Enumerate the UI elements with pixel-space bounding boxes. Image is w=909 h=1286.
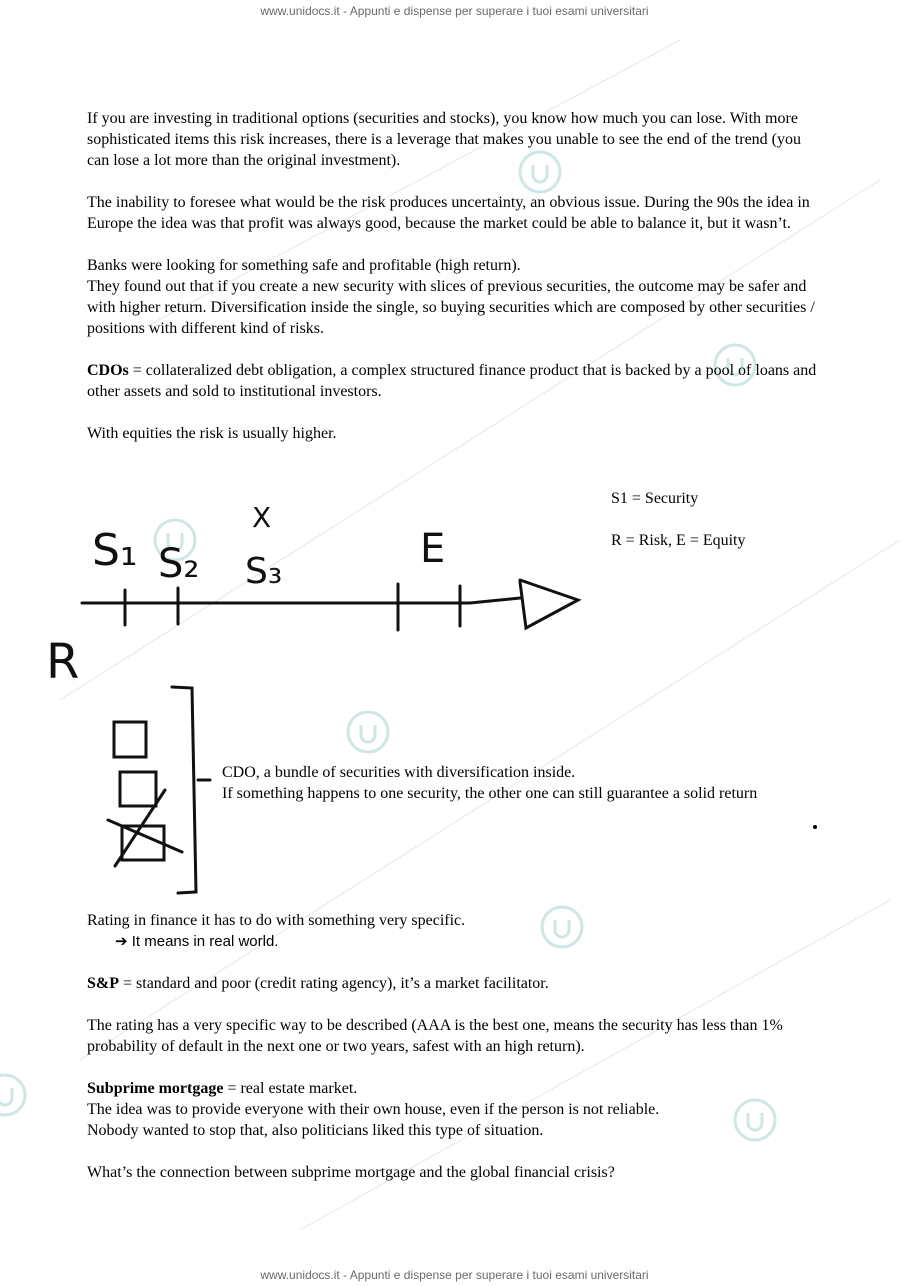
- paragraph: Rating in finance it has to do with something very specific.: [87, 912, 466, 929]
- legend-risk-equity: R = Risk, E = Equity: [611, 532, 746, 549]
- paragraph: Nobody wanted to stop that, also politicians liked this type of situation.: [87, 1122, 544, 1139]
- bundle-bracket: [172, 687, 196, 893]
- paragraph-subprime: [87, 1078, 827, 1099]
- label-s1: S₁: [92, 525, 138, 576]
- paragraph: With equities the risk is usually higher.: [87, 425, 337, 442]
- watermark-footer: www.unidocs.it - Appunti e dispense per superare i tuoi esami universitari: [260, 1268, 649, 1282]
- label-s2: S₂: [158, 541, 200, 587]
- sketch-legend: [611, 488, 746, 572]
- definition-cdos: = collateralized debt obligation, a complex structured finance product that is backed by a pool of loans and other assets and sold to institutional investors.: [87, 362, 817, 400]
- paragraph-sp: [87, 973, 827, 994]
- definition-sp: = standard and poor (credit rating agency), it’s a market facilitator.: [119, 975, 549, 992]
- security-box: [114, 722, 146, 757]
- watermark-header: www.unidocs.it - Appunti e dispense per superare i tuoi esami universitari: [260, 4, 649, 18]
- definition-subprime: = real estate market.: [223, 1080, 358, 1097]
- paragraph: Banks were looking for something safe and profitable (high return).: [87, 257, 521, 274]
- text-section-bottom: [87, 910, 827, 1183]
- term-sp: S&P: [87, 975, 119, 992]
- label-x: X: [252, 501, 272, 534]
- cdo-line: If something happens to one security, the other one can still guarantee a solid return: [222, 785, 758, 802]
- cdo-line: CDO, a bundle of securities with diversification inside.: [222, 764, 576, 781]
- label-r: R: [46, 634, 80, 690]
- risk-axis-line: [82, 598, 520, 603]
- stray-dot: [813, 825, 817, 829]
- arrow-head-icon: [520, 580, 578, 628]
- paragraph: The inability to foresee what would be the risk produces uncertainty, an obvious issue. During the 90s the idea in Europe the idea was that profit was always good, because the market could be able to balance it, but it wasn’t.: [87, 194, 810, 232]
- arrow-bullet: ➔ It means in real world.: [115, 933, 279, 950]
- paragraph-question: What’s the connection between subprime mortgage and the global financial crisis?: [87, 1164, 615, 1181]
- term-subprime: Subprime mortgage: [87, 1080, 224, 1097]
- label-e: E: [420, 526, 446, 572]
- security-box: [120, 772, 156, 806]
- paragraph: The idea was to provide everyone with their own house, even if the person is not reliable.: [87, 1101, 660, 1118]
- label-s3: S₃: [245, 551, 283, 592]
- paragraph: The rating has a very specific way to be described (AAA is the best one, means the security has less than 1% probability of default in the next one or two years, safest with an high return).: [87, 1017, 783, 1055]
- term-cdos: CDOs: [87, 362, 129, 379]
- paragraph: If you are investing in traditional options (securities and stocks), you know how much you can lose. With more sophisticated items this risk increases, there is a leverage that makes you unable to see the end of the trend (you can lose a lot more than the original investment).: [87, 110, 801, 169]
- paragraph: They found out that if you create a new security with slices of previous securities, the outcome may be safer and with higher return. Diversification inside the single, so buying securities which are composed by other securities / positions with different kind of risks.: [87, 278, 815, 337]
- cdo-explanation: [222, 762, 822, 804]
- legend-security: S1 = Security: [611, 490, 699, 507]
